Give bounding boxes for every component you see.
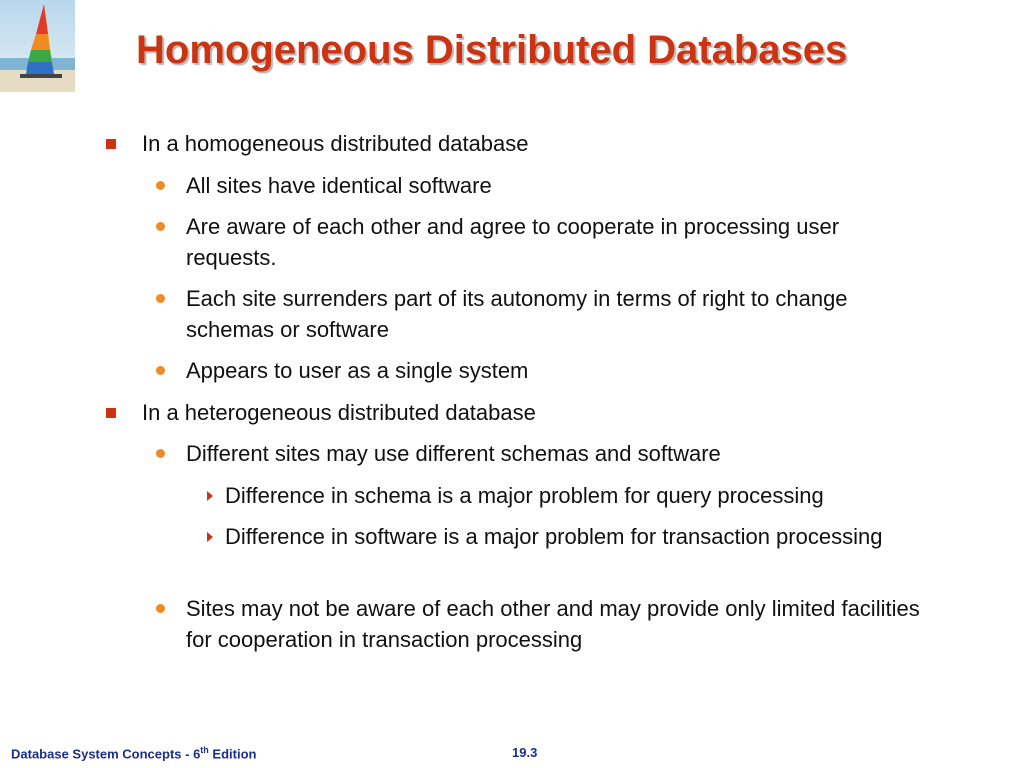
square-bullet-icon: [106, 139, 116, 149]
round-bullet-icon: [156, 604, 165, 613]
square-bullet-icon: [106, 408, 116, 418]
arrow-bullet-icon: [207, 532, 213, 542]
bullet-text-level-2: Appears to user as a single system: [186, 358, 529, 383]
bullet-text-level-1: In a heterogeneous distributed database: [142, 400, 536, 425]
round-bullet-icon: [156, 294, 165, 303]
bullet-text-level-1: In a homogeneous distributed database: [142, 131, 529, 156]
round-bullet-icon: [156, 366, 165, 375]
footer-edition-superscript: th: [200, 745, 209, 755]
bullet-text-level-3: Difference in schema is a major problem for query processing: [225, 483, 824, 508]
sailboat-logo-icon: [0, 0, 75, 92]
bullet-text-level-3: Difference in software is a major problem for transaction processing: [225, 524, 883, 549]
bullet-text-level-2: Each site surrenders part of its autonomy in terms of right to change schemas or software: [186, 286, 848, 342]
arrow-bullet-icon: [207, 491, 213, 501]
slide-title: Homogeneous Distributed Databases: [136, 28, 848, 72]
round-bullet-icon: [156, 222, 165, 231]
bullet-text-level-2: Different sites may use different schemas and software: [186, 441, 721, 466]
footer-book-title-prefix: Database System Concepts - 6: [11, 746, 201, 762]
bullet-text-level-2: Are aware of each other and agree to cooperate in processing user requests.: [186, 214, 840, 270]
bullet-text-level-2: All sites have identical software: [186, 173, 492, 198]
footer-book-title: [11, 745, 256, 761]
bullet-text-level-2: Sites may not be aware of each other and may provide only limited facilities for cooperation in transaction processing: [186, 596, 920, 652]
footer-edition-suffix: Edition: [208, 746, 257, 762]
footer-page-number: 19.3: [512, 745, 538, 760]
round-bullet-icon: [156, 181, 165, 190]
round-bullet-icon: [156, 449, 165, 458]
